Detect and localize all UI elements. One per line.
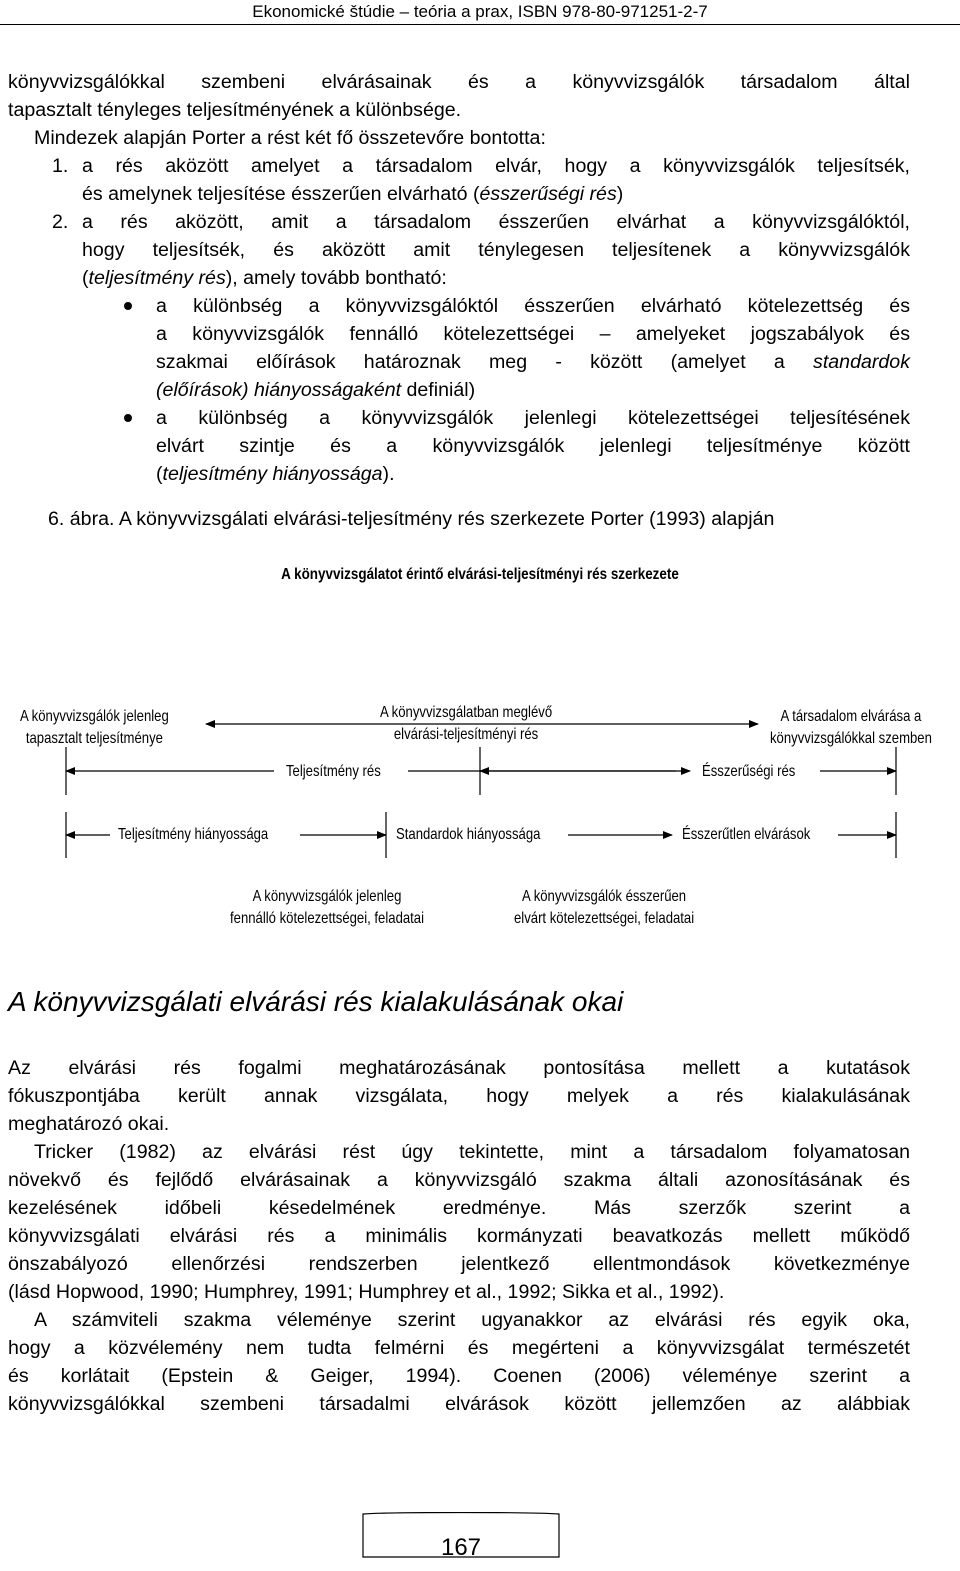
performance-deficiency-label: Teljesítmény hiányossága [118, 826, 269, 843]
text-span: és amelynek teljesítése ésszerűen elvárható ( [82, 183, 480, 205]
text-line: a rés aközött amelyet a társadalom elvár, hogy a könyvvizsgálók teljesítsék, [82, 155, 910, 177]
text-span: ), amely tovább bontható: [225, 267, 447, 289]
text-line: hogy teljesítsék, és aközött amit ténylegesen teljesítenek a könyvvizsgálók [82, 239, 910, 261]
page-number: 167 [440, 1534, 482, 1561]
text-line: könyvvizsgálókkal szembeni elvárásainak és a könyvvizsgálók társadalom által [8, 71, 910, 93]
text-line: önszabályozó ellenőrzési rendszerben jelentkező ellentmondások következménye [8, 1253, 910, 1275]
text-line: Mindezek alapján Porter a rést két fő összetevőre bontotta: [34, 127, 546, 149]
italic-term: teljesítmény rés [88, 267, 226, 289]
label-line: elvárási-teljesítményi rés [393, 726, 539, 743]
expected-duties-label [514, 886, 694, 930]
text-line: hogy a közvélemény nem tudta felmérni és megérteni a könyvvizsgálat természetét [8, 1337, 910, 1359]
label-line: A könyvvizsgálók ésszerűen [522, 888, 687, 905]
text-line: meghatározó okai. [8, 1113, 170, 1135]
text-line: Tricker (1982) az elvárási rést úgy tekintette, mint a társadalom folyamatosan [34, 1141, 910, 1163]
text-span: a különbség a könyvvizsgálóktól ésszerűen elvárható kötelezettség és [156, 295, 910, 317]
text-line: Az elvárási rés fogalmi meghatározásának pontosítása mellett a kutatások [8, 1057, 910, 1079]
unreasonable-expectations-label: Ésszerűtlen elvárások [682, 826, 811, 843]
italic-term: ésszerűségi rés [479, 183, 617, 205]
current-duties-label [230, 886, 424, 930]
reasonableness-gap-label: Ésszerűségi rés [702, 763, 796, 780]
italic-term: (előírások) hiányosságaként [156, 379, 402, 401]
text-line: fókuszpontjába került annak vizsgálata, hogy melyek a rés kialakulásának [8, 1085, 910, 1107]
text-line: könyvvizsgálati elvárási rés a minimális kormányzati beavatkozás mellett működő [8, 1225, 910, 1247]
label-line: A társadalom elvárása a [780, 708, 922, 725]
performance-gap-label: Teljesítmény rés [286, 763, 381, 780]
running-header: Ekonomické štúdie – teória a prax, ISBN 978-80-971251-2-7 [0, 0, 960, 25]
label-line: tapasztalt teljesítménye [25, 730, 163, 747]
text-line: a könyvvizsgálók fennálló kötelezettségei – amelyeket jogszabályok és [156, 323, 910, 345]
italic-term: standardok [813, 351, 910, 373]
text-span: ). [382, 463, 395, 485]
text-line: tapasztalt tényleges teljesítményének a különbsége. [8, 99, 462, 121]
text-span: ( [156, 463, 163, 485]
italic-term: teljesítmény hiányossága [162, 463, 383, 485]
figure-caption-text: A könyvvizsgálati elvárási-teljesítmény rés szerkezete Porter (1993) alapján [114, 508, 775, 530]
text-line: (lásd Hopwood, 1990; Humphrey, 1991; Humphrey et al., 1992; Sikka et al., 1992). [8, 1281, 725, 1303]
text-line: könyvvizsgálókkal szembeni társadalmi elvárások között jellemzően az alábbiak [8, 1393, 910, 1415]
label-line: A könyvvizsgálatban meglévő [380, 704, 553, 721]
total-gap-label [380, 702, 552, 746]
text-span: ( [82, 267, 89, 289]
text-line: a rés aközött, amit a társadalom ésszerűen elvárhat a könyvvizsgálóktól, [82, 211, 910, 233]
text-line: és korlátait (Epstein & Geiger, 1994). Coenen (2006) véleménye szerint a [8, 1365, 910, 1387]
text-line: elvárt szintje és a könyvvizsgálók jelenlegi teljesítménye között [156, 435, 910, 457]
label-line: fennálló kötelezettségei, feladatai [230, 910, 425, 927]
figure-number: 6. ábra. [48, 508, 115, 530]
current-performance-label [20, 706, 169, 750]
text-span: definiál) [401, 379, 476, 401]
text-line: kezelésének időbeli késedelmének eredménye. Más szerzők szerint a [8, 1197, 910, 1219]
standards-deficiency-label: Standardok hiányossága [396, 826, 541, 843]
section-heading: A könyvvizsgálati elvárási rés kialakulásának okai [8, 986, 624, 1017]
label-line: A könyvvizsgálók jelenleg [20, 708, 169, 725]
text-span: ) [616, 183, 624, 205]
society-expectation-label [770, 706, 932, 750]
text-line: növekvő és fejlődő elvárásainak a könyvvizsgáló szakma általi azonosításának és [8, 1169, 910, 1191]
label-line: könyvvizsgálókkal szemben [770, 730, 932, 747]
list-number: 2. [52, 211, 69, 233]
diagram-title: A könyvvizsgálatot érintő elvárási-teljesítményi rés szerkezete [281, 566, 679, 583]
lower-text-block [8, 1054, 910, 1418]
label-line: elvárt kötelezettségei, feladatai [514, 910, 695, 927]
list-number: 1. [52, 155, 69, 177]
text-span: szakmai előírások határoznak meg - között (amelyet a [156, 351, 814, 373]
text-line: A számviteli szakma véleménye szerint ugyanakkor az elvárási rés egyik oka, [34, 1309, 910, 1331]
label-line: A könyvvizsgálók jelenleg [252, 888, 402, 905]
text-span: a különbség a könyvvizsgálók jelenlegi kötelezettségei teljesítésének [156, 407, 910, 429]
